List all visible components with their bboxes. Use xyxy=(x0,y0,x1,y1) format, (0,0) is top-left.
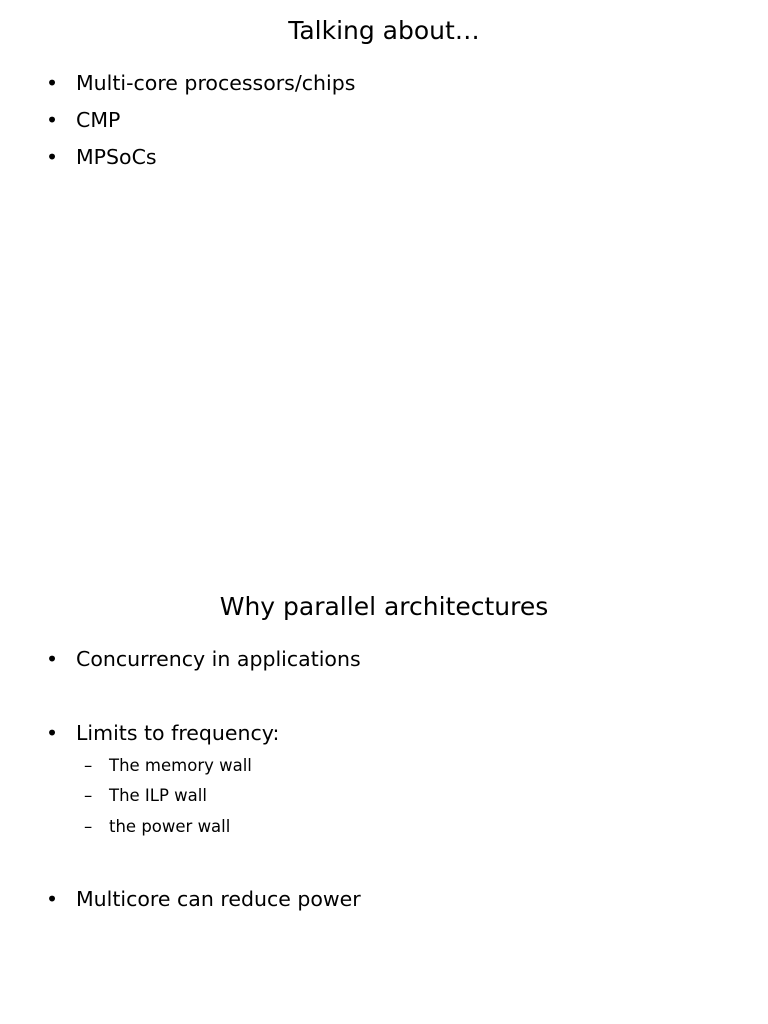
slide-why-parallel xyxy=(0,576,768,1024)
bullet-marker: • xyxy=(46,145,59,169)
bullet-marker: • xyxy=(46,647,59,671)
sub-bullet-text: the power wall xyxy=(109,817,231,836)
slide-title: Why parallel architectures xyxy=(219,592,549,621)
bullet-marker: • xyxy=(46,71,59,95)
bullet-text: Concurrency in applications xyxy=(76,647,361,671)
bullet-text: Multicore can reduce power xyxy=(76,887,361,911)
bullet-text: Multi-core processors/chips xyxy=(76,71,356,95)
bullet-text: CMP xyxy=(76,108,121,132)
sub-bullet-marker: – xyxy=(84,786,93,805)
bullet-marker: • xyxy=(46,108,59,132)
bullet-marker: • xyxy=(46,721,59,745)
bullet-text: MPSoCs xyxy=(76,145,157,169)
bullet-text: Limits to frequency: xyxy=(76,721,280,745)
sub-bullet-text: The ILP wall xyxy=(109,786,207,805)
sub-bullet-text: The memory wall xyxy=(109,756,252,775)
slide-title: Talking about… xyxy=(288,16,480,45)
bullet-marker: • xyxy=(46,887,59,911)
sub-bullet-marker: – xyxy=(84,756,93,775)
sub-bullet-marker: – xyxy=(84,817,93,836)
